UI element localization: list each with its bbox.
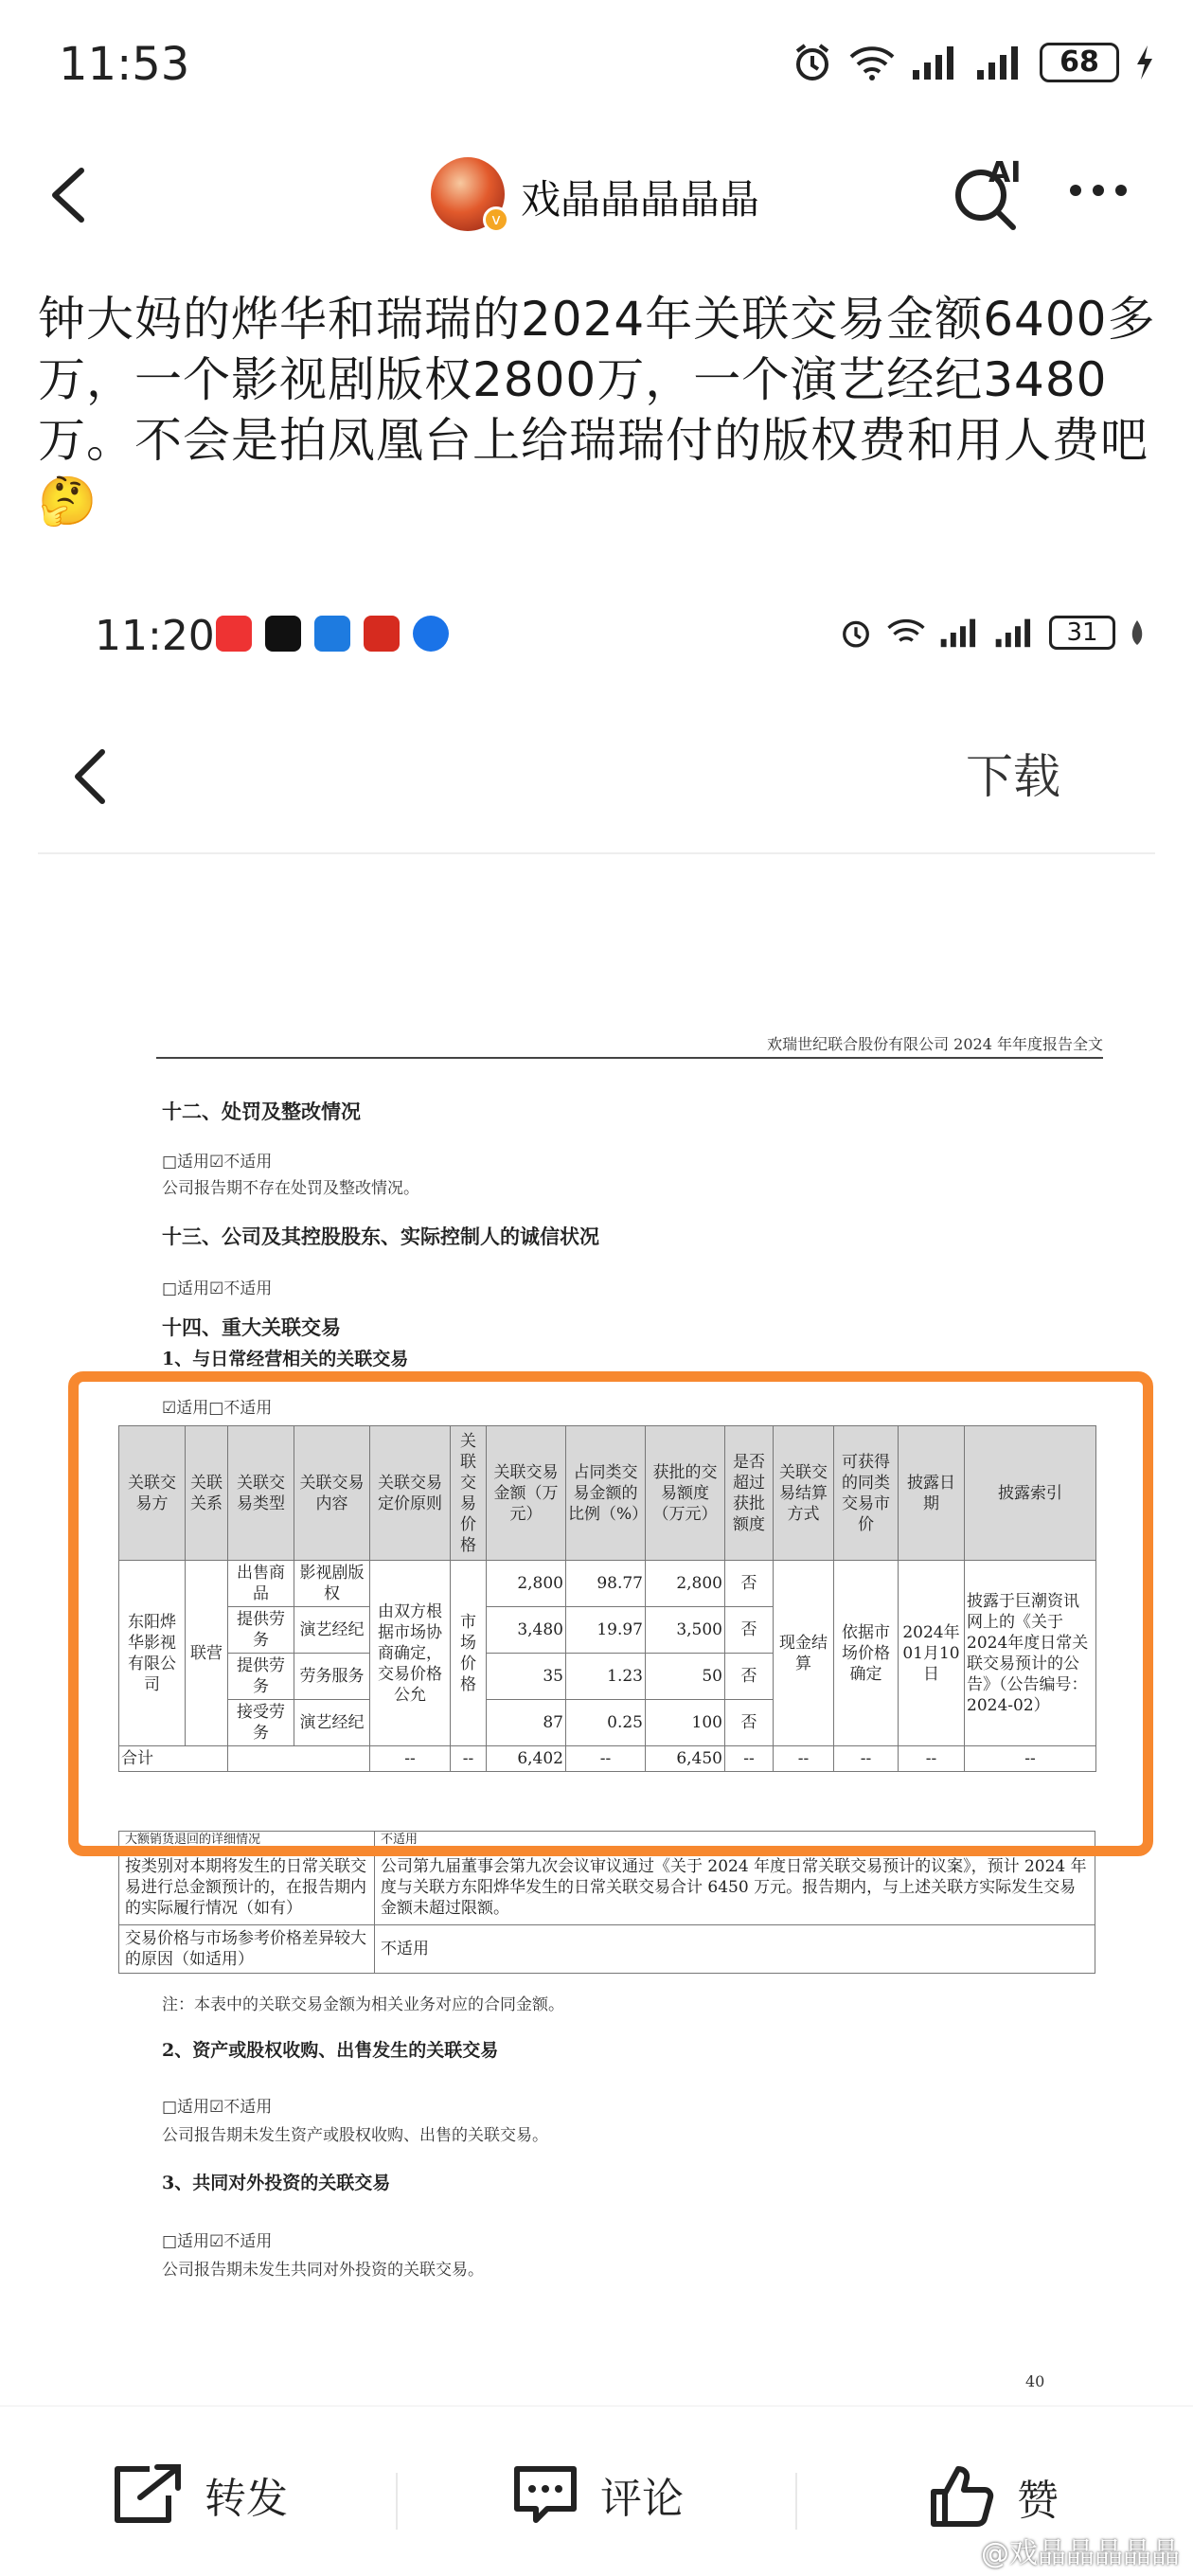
download-button[interactable]: 下载 — [966, 749, 1060, 804]
cell-estimate-label: 按类别对本期将发生的日常关联交易进行总金额预计的，在报告期内的实际履行情况（如有） — [119, 1850, 375, 1925]
cell-dash: -- — [370, 1746, 451, 1772]
cell-ratio: 98.77 — [566, 1561, 646, 1607]
section-12-title: 十二、处罚及整改情况 — [162, 1100, 361, 1123]
screenshot-back-arrow-icon[interactable] — [66, 739, 114, 814]
cell-exceed: 否 — [725, 1561, 774, 1607]
app-icon-red — [216, 616, 252, 652]
forward-label: 转发 — [205, 2475, 288, 2523]
post-text: 钟大妈的烨华和瑞瑞的2024年关联交易金额6400多万，一个影视剧版权2800万，一个演艺经纪3480万。不会是拍凤凰台上给瑞瑞付的版权费和用人费吧🤔 — [38, 292, 1156, 528]
cell-type: 提供劳务 — [228, 1607, 294, 1654]
more-menu-icon[interactable] — [1070, 185, 1127, 196]
table-row — [119, 1925, 1095, 1974]
cell-ratio: 19.97 — [566, 1607, 646, 1654]
cell-ratio: 1.23 — [566, 1654, 646, 1700]
cell-dash: -- — [965, 1746, 1096, 1772]
header-rule — [156, 1057, 1103, 1059]
screenshot-status-time: 11:20 — [95, 612, 215, 660]
alarm-icon-small — [839, 616, 873, 650]
comment-icon — [511, 2463, 579, 2526]
verified-badge-icon: v — [483, 206, 509, 233]
top-nav — [0, 133, 1193, 256]
subsection-3-check: □适用☑不适用 — [162, 2232, 273, 2251]
cell-type: 出售商品 — [228, 1561, 294, 1607]
subsection-2-check: □适用☑不适用 — [162, 2098, 273, 2117]
screenshot-battery-icon — [1049, 616, 1115, 650]
cell-exceed: 否 — [725, 1654, 774, 1700]
tiktok-icon — [265, 616, 301, 652]
section-12-note: 公司报告期不存在处罚及整改情况。 — [162, 1179, 419, 1198]
cell-amount: 2,800 — [487, 1561, 566, 1607]
cell-type: 提供劳务 — [228, 1654, 294, 1700]
cell-diff-value: 不适用 — [375, 1925, 1095, 1974]
divider — [396, 2473, 398, 2530]
section-14-title: 十四、重大关联交易 — [162, 1315, 341, 1339]
cell-total-approved: 6,450 — [646, 1746, 725, 1772]
cell-estimate-value: 公司第九届董事会第九次会议审议通过《关于 2024 年度日常关联交易预计的议案》，预计 2024 年度与关联方东阳烨华发生的日常关联交易合计 6450 万元。报告期内，与上述关联方实际发生交易金额未超过限额。 — [375, 1850, 1095, 1925]
screenshot-battery-level: 31 — [1066, 618, 1098, 647]
cell-exceed: 否 — [725, 1700, 774, 1746]
table-footnote: 注：本表中的关联交易金额为相关业务对应的合同金额。 — [162, 1995, 564, 2014]
cell-index: 披露于巨潮资讯网上的《关于2024年度日常关联交易预计的公告》（公告编号：2024-02） — [965, 1561, 1096, 1746]
alarm-icon — [792, 42, 833, 83]
cell-content: 演艺经纪 — [294, 1700, 370, 1746]
col-market: 可获得的同类交易市价 — [834, 1426, 899, 1561]
status-icons — [792, 42, 1155, 83]
ai-search-icon — [947, 152, 1032, 237]
section-12-check: □适用☑不适用 — [162, 1153, 273, 1172]
signal-icon-2 — [975, 44, 1024, 81]
wifi-icon-small — [886, 617, 926, 649]
screenshot-status-icons — [839, 616, 1146, 650]
app-icon-blue — [314, 616, 350, 652]
cell-approved: 2,800 — [646, 1561, 725, 1607]
share-icon — [112, 2463, 184, 2526]
subsection-3-title: 3、共同对外投资的关联交易 — [162, 2173, 391, 2193]
bottom-action-bar — [0, 2406, 1193, 2576]
subsection-3-note: 公司报告期未发生共同对外投资的关联交易。 — [162, 2261, 484, 2280]
cell-date: 2024年01月10日 — [899, 1561, 965, 1746]
wifi-icon — [848, 44, 896, 81]
watermark: @戏晶晶晶晶晶 — [981, 2537, 1180, 2570]
cell-diff-label: 交易价格与市场参考价格差异较大的原因（如适用） — [119, 1925, 375, 1974]
app-icon-fund — [364, 616, 400, 652]
subsection-2-note: 公司报告期未发生资产或股权收购、出售的关联交易。 — [162, 2126, 548, 2145]
col-pricing: 关联交易定价原则 — [370, 1426, 451, 1561]
col-relation: 关联关系 — [186, 1426, 228, 1561]
cell-dash: -- — [899, 1746, 965, 1772]
cell-content: 影视剧版权 — [294, 1561, 370, 1607]
leaf-icon — [1129, 618, 1146, 647]
like-label: 赞 — [1017, 2477, 1059, 2525]
battery-icon — [1040, 43, 1119, 82]
page-number: 40 — [1025, 2372, 1045, 2390]
back-arrow-icon[interactable] — [38, 157, 104, 233]
col-price: 关联交易价格 — [451, 1426, 487, 1561]
status-bar — [0, 0, 1193, 133]
cell-content: 劳务服务 — [294, 1654, 370, 1700]
col-content: 关联交易内容 — [294, 1426, 370, 1561]
cell-exceed: 否 — [725, 1607, 774, 1654]
cell-dash: -- — [725, 1746, 774, 1772]
ai-label: AI — [988, 156, 1022, 189]
subsection-2-title: 2、资产或股权收购、出售发生的关联交易 — [162, 2040, 499, 2061]
like-button[interactable] — [928, 2463, 1059, 2530]
col-ratio: 占同类交易金额的比例（%） — [566, 1426, 646, 1561]
cell-settlement: 现金结算 — [774, 1561, 834, 1746]
cell-party: 东阳烨华影视有限公司 — [119, 1561, 186, 1746]
comment-label: 评论 — [600, 2475, 684, 2523]
subsection-1-title: 1、与日常经营相关的关联交易 — [162, 1349, 409, 1369]
cell-pricing: 由双方根据市场协商确定，交易价格公允 — [370, 1561, 451, 1746]
signal-icon — [911, 44, 960, 81]
cell-ratio: 0.25 — [566, 1700, 646, 1746]
section-13-check: □适用☑不适用 — [162, 1279, 273, 1298]
cell-total-label: 合计 — [119, 1746, 228, 1772]
col-party: 关联交易方 — [119, 1426, 186, 1561]
cell-approved: 3,500 — [646, 1607, 725, 1654]
col-amount: 关联交易金额（万元） — [487, 1426, 566, 1561]
col-date: 披露日期 — [899, 1426, 965, 1561]
charging-icon — [1134, 44, 1155, 81]
cell-market: 依据市场价格确定 — [834, 1561, 899, 1746]
section-13-title: 十三、公司及其控股股东、实际控制人的诚信状况 — [162, 1225, 599, 1248]
cell-approved: 100 — [646, 1700, 725, 1746]
col-type: 关联交易类型 — [228, 1426, 294, 1561]
thumbs-up-icon — [928, 2463, 996, 2530]
cell-approved: 50 — [646, 1654, 725, 1700]
signal-icon-small — [939, 617, 981, 649]
battery-level: 68 — [1059, 45, 1099, 79]
cell-amount: 87 — [487, 1700, 566, 1746]
cell-price: 市场价格 — [451, 1561, 487, 1746]
col-exceed: 是否超过获批额度 — [725, 1426, 774, 1561]
cell-dash: -- — [834, 1746, 899, 1772]
cell-dash: -- — [774, 1746, 834, 1772]
cell-total-amount: 6,402 — [487, 1746, 566, 1772]
cell-hidden-label: 大额销货退回的详细情况 — [119, 1832, 375, 1850]
subsection-1-check: ☑适用□不适用 — [162, 1399, 273, 1418]
comment-button[interactable] — [511, 2463, 684, 2526]
cell-relation: 联营 — [186, 1561, 228, 1746]
cell-content: 演艺经纪 — [294, 1607, 370, 1654]
cell-type: 接受劳务 — [228, 1700, 294, 1746]
cell-dash: -- — [451, 1746, 487, 1772]
app-icon-bulb — [413, 616, 449, 652]
username[interactable]: 戏晶晶晶晶晶 — [521, 176, 760, 223]
cell-amount: 3,480 — [487, 1607, 566, 1654]
ai-search-button[interactable] — [947, 152, 1032, 241]
divider — [795, 2473, 797, 2530]
signal-icon-small-2 — [994, 617, 1036, 649]
col-index: 披露索引 — [965, 1426, 1096, 1561]
col-settlement: 关联交易结算方式 — [774, 1426, 834, 1561]
cell-amount: 35 — [487, 1654, 566, 1700]
cell-hidden-value: 不适用 — [375, 1832, 1095, 1850]
table-row — [119, 1850, 1095, 1925]
status-time: 11:53 — [59, 38, 190, 91]
divider — [38, 852, 1155, 854]
cell-dash: -- — [566, 1746, 646, 1772]
highlight-frame — [68, 1371, 1153, 1856]
col-approved: 获批的交易额度（万元） — [646, 1426, 725, 1561]
report-header: 欢瑞世纪联合股份有限公司 2024 年年度报告全文 — [767, 1035, 1103, 1053]
forward-button[interactable] — [112, 2463, 288, 2526]
